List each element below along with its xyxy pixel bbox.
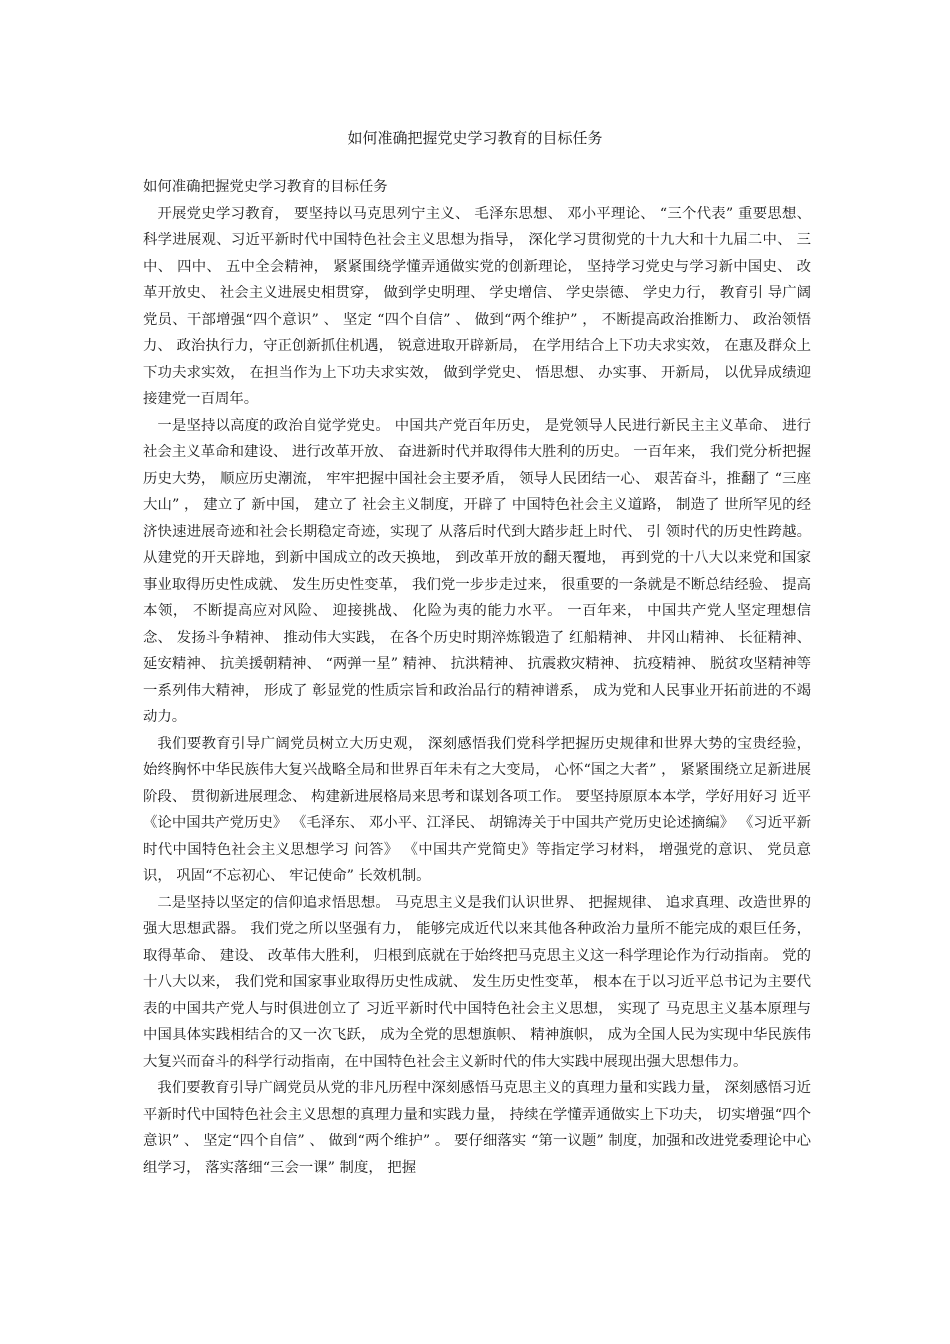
document-subtitle: 如何准确把握党史学习教育的目标任务 [143, 179, 388, 195]
paragraph-point-two: 二是坚持以坚定的信仰追求悟思想。 马克思主义是我们认识世界、 把握规律、 追求真理、改造世界的强大思想武器。 我们党之所以坚强有力， 能够完成近代以来其他各种政治力量所不能完成的艰巨任务， 取得革命、 建设、 改革伟大胜利， 归根到底就在于始终把马克思主义这一科学理论作为行动指南。 党的十八大以来， 我们党和国家事业取得历史性成就、 发生历史性变革， 根本在于以习近平总书记为主要代表的中国共产党人与时俱进创立了 习近平新时代中国特色社会主义思想， 实现了 马克思主义基本原理与中国具体实践相结合的又一次飞跃， 成为全党的思想旗帜、 精神旗帜， 成为全国人民为实现中华民族伟大复兴而奋斗的科学行动指南，在中国特色社会主义新时代的伟大实践中展现出强大思想伟力。 [143, 894, 811, 1070]
paragraph-marxism-power: 我们要教育引导广阔党员从党的非凡历程中深刻感悟马克思主义的真理力量和实践力量， 深刻感悟习近平新时代中国特色社会主义思想的真理力量和实践力量， 持续在学懂弄通做实上下功夫， 切实增强“四个意识” 、 坚定“四个自信” 、 做到“两个维护” 。 要仔细落实 “第一议题” 制度，加强和改进党委理论中心组学习， 落实落细“三会一课” 制度， 把握 [143, 1080, 811, 1176]
document-body [143, 174, 811, 1181]
paragraph-point-one: 一是坚持以高度的政治自觉学党史。 中国共产党百年历史， 是党领导人民进行新民主主义革命、 进行社会主义革命和建设、 进行改革开放、 奋进新时代并取得伟大胜利的历史。 一百年来， 我们党分析把握历史大势， 顺应历史潮流， 牢牢把握中国社会主要矛盾， 领导人民团结一心、 艰苦奋斗，推翻了 “三座大山” ， 建立了 新中国， 建立了 社会主义制度，开辟了 中国特色社会主义道路， 制造了 世所罕见的经济快速进展奇迹和社会长期稳定奇迹，实现了 从落后时代到大踏步赶上时代、 引 领时代的历史性跨越。 从建党的开天辟地，到新中国成立的改天换地， 到改革开放的翻天覆地， 再到党的十八大以来党和国家事业取得历史性成就、 发生历史性变革， 我们党一步步走过来， 很重要的一条就是不断总结经验、 提高本领， 不断提高应对风险、 迎接挑战、 化险为夷的能力水平。 一百年来， 中国共产党人坚定理想信念、 发扬斗争精神、 推动伟大实践， 在各个历史时期淬炼锻造了 红船精神、 井冈山精神、 长征精神、 延安精神、 抗美援朝精神、 “两弹一星” 精神、 抗洪精神、 抗震救灾精神、 抗疫精神、 脱贫攻坚精神等一系列伟大精神， 形成了 彰显党的性质宗旨和政治品行的精神谱系， 成为党和人民事业开拓前进的不竭动力。 [143, 417, 811, 725]
document-title: 如何准确把握党史学习教育的目标任务 [347, 129, 603, 147]
paragraph-history-view: 我们要教育引导广阔党员树立大历史观， 深刻感悟我们党科学把握历史规律和世界大势的宝贵经验， 始终胸怀中华民族伟大复兴战略全局和世界百年未有之大变局， 心怀“国之大者” ， 紧紧围绕立足新进展阶段、 贯彻新进展理念、 构建新进展格局来思考和谋划各项工作。 要坚持原原本本学，学好用好习 近平《论中国共产党历史》 《毛泽东、 邓小平、江泽民、 胡锦涛关于中国共产党历史论述摘编》 《习近平新时代中国特色社会主义思想学习 问答》 《中国共产党简史》等指定学习材料， 增强党的意识、 党员意识， 巩固“不忘初心、 牢记使命” 长效机制。 [143, 735, 811, 884]
paragraph-intro: 开展党史学习教育， 要坚持以马克思列宁主义、 毛泽东思想、 邓小平理论、 “三个代表” 重要思想、 科学进展观、习近平新时代中国特色社会主义思想为指导， 深化学习贯彻党的十九大和十九届二中、 三中、 四中、 五中全会精神， 紧紧围绕学懂弄通做实党的创新理论， 坚持学习党史与学习新中国史、 改革开放史、 社会主义进展史相贯穿， 做到学史明理、 学史增信、 学史崇德、 学史力行， 教育引 导广阔党员、干部增强“四个意识” 、 坚定 “四个自信” 、 做到“两个维护” ， 不断提高政治推断力、 政治领悟力、 政治执行力，守正创新抓住机遇， 锐意进取开辟新局， 在学用结合上下功夫求实效， 在惠及群众上下功夫求实效， 在担当作为上下功夫求实效， 做到学党史、 悟思想、 办实事、 开新局， 以优异成绩迎接建党一百周年。 [143, 205, 811, 407]
